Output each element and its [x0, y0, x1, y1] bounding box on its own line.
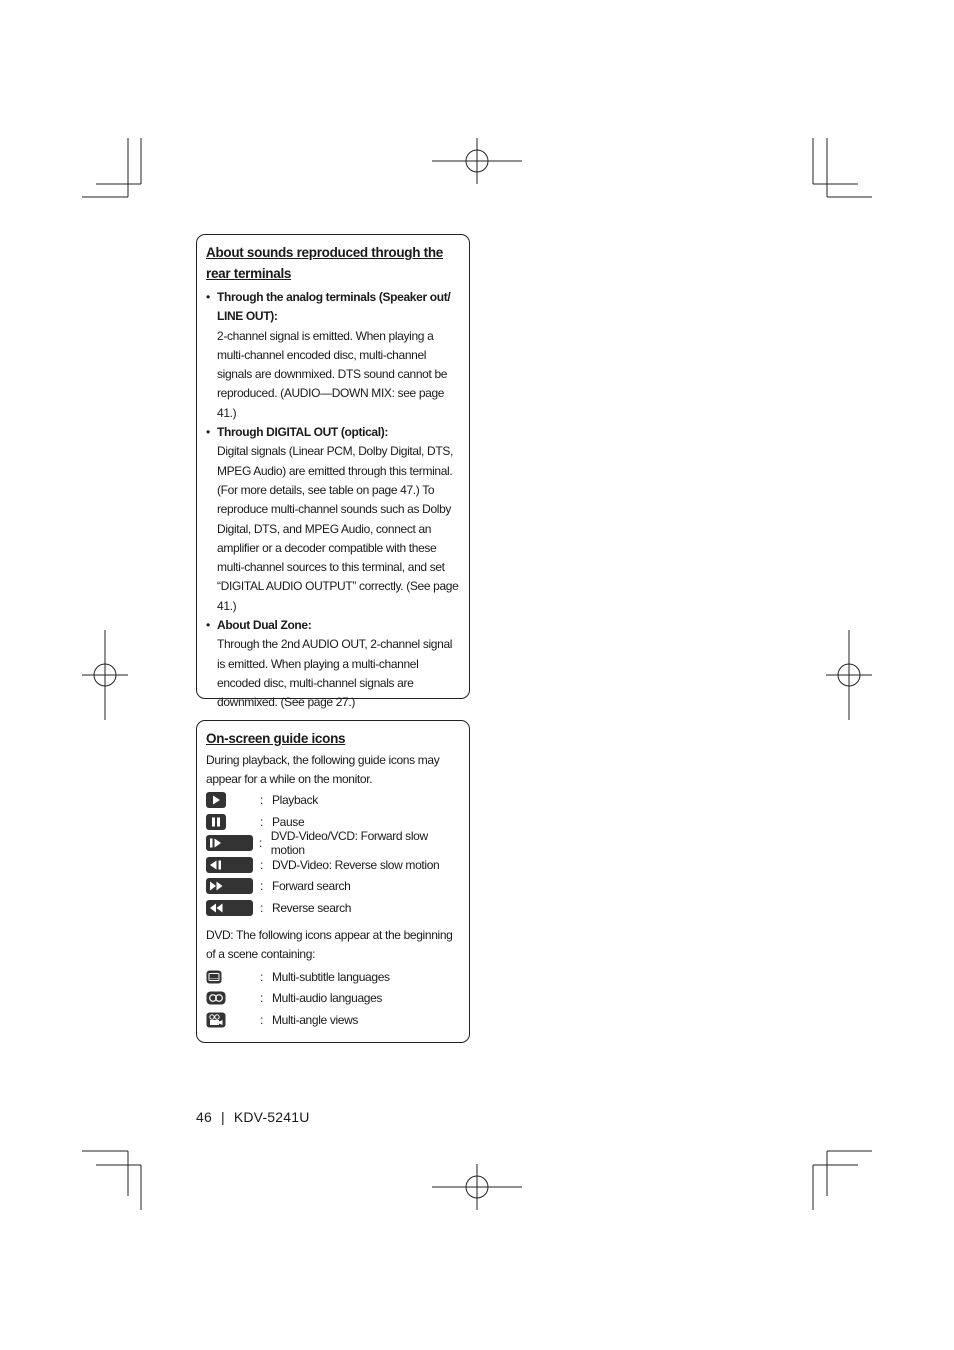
- guide-icons-title: On-screen guide icons: [206, 731, 346, 746]
- colon: :: [260, 969, 263, 984]
- icon-label: Pause: [272, 814, 305, 829]
- subtitle-icon: [206, 970, 222, 984]
- bullet-digital-out: [206, 423, 461, 616]
- pause-icon: [206, 814, 226, 830]
- icon-row-subtitle: [206, 966, 461, 988]
- angle-icon: [206, 1012, 226, 1028]
- forward-search-icon: [206, 878, 253, 894]
- icon-row-playback: [206, 790, 461, 812]
- icon-row-forward-slow: [206, 829, 461, 858]
- icon-row-reverse-slow: [206, 854, 461, 876]
- icon-label: Forward search: [272, 879, 351, 894]
- sounds-info-box: [196, 234, 470, 710]
- colon: :: [260, 814, 263, 829]
- colon: :: [260, 793, 263, 808]
- icon-label: Reverse search: [272, 900, 352, 915]
- reverse-slow-icon: [206, 857, 253, 873]
- bullet-heading: Through the analog terminals (Speaker out/ LINE OUT):: [217, 290, 451, 324]
- bullet-heading: About Dual Zone:: [217, 618, 312, 633]
- icon-row-forward-search: [206, 876, 461, 898]
- icon-label: Playback: [272, 793, 318, 808]
- icon-label: Multi-audio languages: [272, 991, 383, 1006]
- icon-row-angle: [206, 1009, 461, 1031]
- bullet-text: 2-channel signal is emitted. When playing a multi-channel encoded disc, multi-channel signals are downmixed. DTS sound cannot be reproduced. (AUDIO—DOWN MIX: see page 41.): [217, 328, 448, 420]
- bullet-text: Digital signals (Linear PCM, Dolby Digital, DTS, MPEG Audio) are emitted through this terminal. (For more details, see table on page 47.) To reproduce multi-channel sounds such as Dolby Digital, DTS, and MPEG Audio, connect an amplifier or a decoder compatible with these multi-channel sources to this terminal, and set “DIGITAL AUDIO OUTPUT” correctly. (See page 41.): [217, 444, 459, 613]
- colon: :: [260, 879, 263, 894]
- sounds-section-title: About sounds reproduced through the rear terminals: [206, 245, 443, 281]
- icon-row-reverse-search: [206, 897, 461, 919]
- footer-separator: |: [220, 1109, 225, 1125]
- bullet-heading: Through DIGITAL OUT (optical):: [217, 425, 389, 440]
- reverse-search-icon: [206, 900, 253, 916]
- bullet-dot: •: [206, 618, 210, 633]
- icon-label: DVD-Video/VCD: Forward slow motion: [270, 829, 428, 858]
- guide-icons-intro: During playback, the following guide icons may appear for a while on the monitor.: [206, 753, 440, 787]
- colon: :: [260, 900, 263, 915]
- bullet-analog-terminals: [206, 288, 461, 423]
- model-name: KDV-5241U: [233, 1109, 310, 1125]
- bullet-text: Through the 2nd AUDIO OUT, 2-channel signal is emitted. When playing a multi-channel encoded disc, multi-channel signals are downmixed. (See page 27.): [217, 637, 453, 710]
- icon-label: Multi-angle views: [272, 1012, 359, 1027]
- icon-row-audio: [206, 988, 461, 1010]
- bullet-dot: •: [206, 290, 210, 304]
- colon: :: [260, 857, 263, 872]
- page-footer: [196, 1109, 310, 1125]
- colon: :: [260, 991, 263, 1006]
- colon: :: [260, 1012, 263, 1027]
- play-icon: [206, 792, 226, 808]
- forward-slow-icon: [206, 835, 253, 851]
- icon-label: Multi-subtitle languages: [272, 969, 390, 984]
- colon: :: [258, 836, 262, 851]
- bullet-dot: •: [206, 425, 210, 440]
- guide-icons-box: [196, 720, 470, 1043]
- audio-icon: [206, 991, 226, 1005]
- bullet-dual-zone: [206, 616, 461, 712]
- page-number: 46: [196, 1109, 212, 1125]
- icon-label: DVD-Video: Reverse slow motion: [272, 857, 440, 872]
- dvd-icons-intro: DVD: The following icons appear at the beginning of a scene containing:: [206, 927, 453, 961]
